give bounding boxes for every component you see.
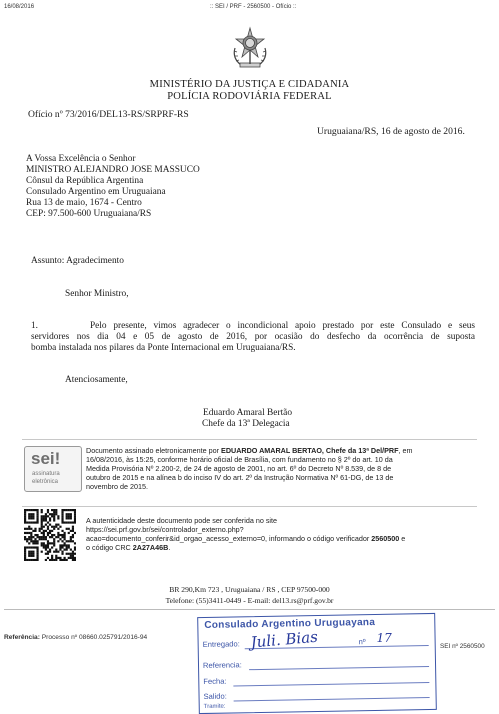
sei-logo-text: sei! [31,449,61,468]
authenticity-url[interactable]: https://sei.prf.gov.br/sei/controlador_externo.php? [86,525,244,535]
signer-role: Chefe da 13ª Delegacia [202,419,290,429]
authenticity-text: A autenticidade deste documento pode ser conferida no site [86,516,277,525]
document-reference: Ofício nº 73/2016/DEL13-RS/SRPRF-RS [28,109,189,120]
paragraph-line: servidores nos dia 04 e 05 de agosto de 2016, por ocasião do desfecho da ocorrência de suposta [31,332,475,342]
salutation: Senhor Ministro, [65,289,129,299]
verification-code: 2560500 [371,534,400,544]
signature-text: Medida Provisória Nº 2.200-2, de 24 de agosto de 2001, no art. 6º do Decreto Nº 8.539, de 8 de [86,464,392,474]
handwritten-receiver: Juli. Bias [249,627,319,652]
authenticity-text: acao=documento_conferir&id_orgao_acesso_externo=0, informando o código verificador [86,534,372,544]
sei-logo-sub: eletrônica [32,479,59,485]
crc-code: 2A27A46B [132,543,169,553]
stamp-field-label: Fecha: [203,676,227,686]
print-date: 16/08/2016 [4,4,35,10]
recipient-line: A Vossa Excelência o Senhor [26,154,136,164]
recipient-line: MINISTRO ALEJANDRO JOSE MASSUCO [26,165,200,175]
subject: Assunto: Agradecimento [31,256,124,266]
authenticity-text: . [168,543,171,553]
consulate-stamp [197,613,437,714]
stamp-field-line [233,682,429,686]
stamp-field-line [234,697,430,701]
stamp-title: Consulado Argentino Uruguayana [204,616,376,631]
place-date: Uruguaiana/RS, 16 de agosto de 2016. [317,126,465,137]
stamp-field-label: Referencia: [202,660,242,670]
reference-line [4,634,147,641]
authenticity-text: e [399,534,406,544]
sei-logo [24,446,82,492]
authenticity-text: o código CRC [86,543,133,553]
sei-number: SEI nº 2560500 [440,643,485,650]
qr-code-icon [24,509,76,561]
signature-statement [86,446,478,491]
stamp-field-label: Salido: [203,691,227,701]
footer-contact: Telefone: (55)3411-0449 - E-mail: del13.rs@prf.gov.br [165,596,334,605]
stamp-field-line [249,666,429,670]
footer-address: BR 290,Km 723 , Uruguaiana / RS , CEP 97500-000 [169,585,330,594]
closing: Atenciosamente, [65,375,128,385]
recipient-line: Consulado Argentino em Uruguaiana [26,187,166,197]
paragraph-number: 1. [31,321,38,331]
authenticity-statement [86,516,478,552]
signature-text: Documento assinado eletronicamente por [86,446,222,455]
ministry-title: MINISTÉRIO DA JUSTIÇA E CIDADANIA [149,79,350,90]
signature-text: outubro de 2015 e na alínea b do inciso IV do art. 2º da Instrução Normativa Nº 61-DG, de 13 de [86,473,394,483]
recipient-line: CEP: 97.500-600 Uruguaiana/RS [26,209,152,219]
stamp-field-suffix: nº [358,637,366,647]
reference-label: Referência: [4,634,40,641]
agency-title: POLÍCIA RODOVIÁRIA FEDERAL [167,91,332,102]
stamp-field-label: Entregado: [202,639,240,649]
paragraph-line: bomba instalada nos pilares da Ponte Internacional em Uruguaiana/RS. [31,343,296,353]
sei-logo-sub: assinatura [32,471,60,477]
signer-highlight: EDUARDO AMARAL BERTAO, Chefe da 13ª Del/PRF [221,446,399,455]
print-title: :: SEI / PRF - 2560500 - Ofício :: [210,4,297,10]
signer-name: Eduardo Amaral Bertão [203,408,293,418]
stamp-field-label: Tramite: [203,703,226,710]
recipient-line: Cônsul da República Argentina [26,176,144,186]
signature-text: , em [398,446,413,455]
paragraph-line: Pelo presente, vimos agradecer o incondicional apoio prestado por este Consulado e seus [90,321,475,331]
signature-text: novembro de 2015. [86,482,148,492]
divider [4,609,495,610]
brasao-republica-icon [231,26,269,70]
reference-process: Processo nº 08660.025791/2016-94 [39,634,148,641]
handwritten-number: 17 [376,630,392,645]
signature-text: 16/08/2016, às 15:25, conforme horário oficial de Brasília, com fundamento no § 2º do art. 10 da [86,455,393,465]
recipient-line: Rua 13 de maio, 1674 - Centro [26,198,142,208]
